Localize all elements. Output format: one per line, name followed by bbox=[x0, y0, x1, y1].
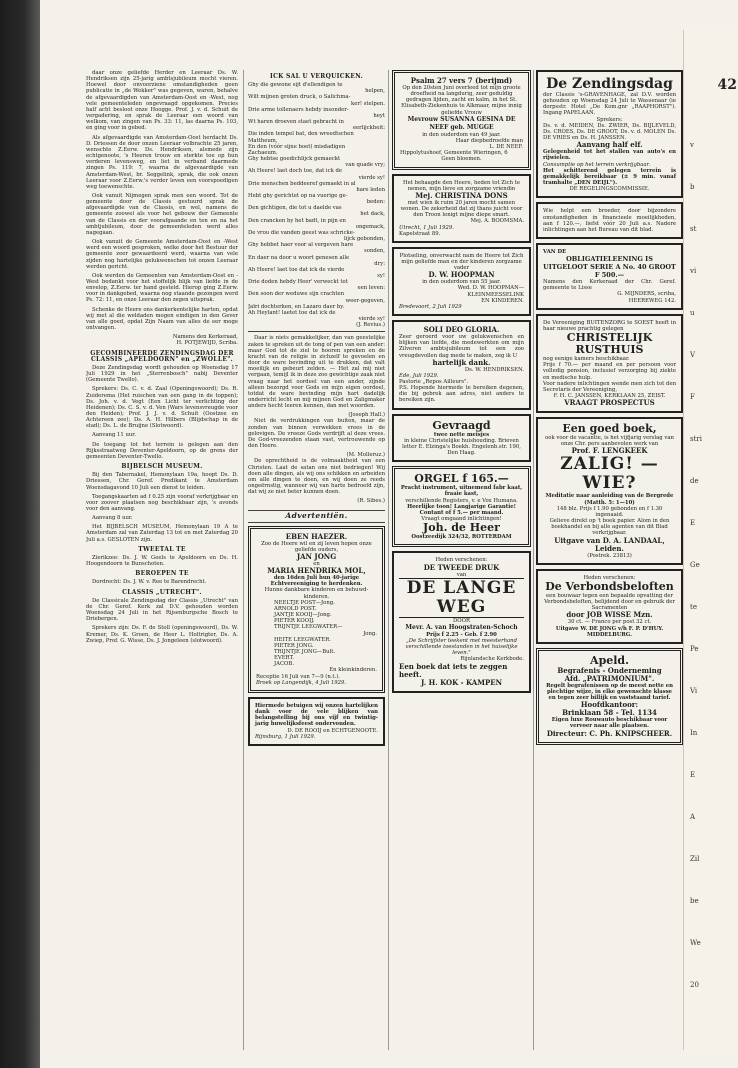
column-4 bbox=[536, 70, 683, 1055]
ad-text: Regelt begrafenissen op de meest nette en plechtige wijze, in elke gewenschte klasse en tegen zeer billijk en vaststaand tarief. bbox=[546, 682, 673, 702]
ad-text: En kleinkinderen. bbox=[329, 667, 377, 674]
ad-text: den 16den Juli hun 40-jarige Echtvereeniging te herdenken. bbox=[270, 575, 363, 588]
poem-line: helpen, bbox=[365, 88, 385, 95]
article-text: daar onze geliefde Herder en Leeraar Ds. W. Hendriksen zijn 25-jarig ambtsjubileum mocht vieren. Hoewel door onvoorziene omstandigheden geen publicatie in „de Wekker" was gegeven, waren, behalve de afgevaardigden van Amsterdam-Oost en -West, nog vele gemeenteleden ongevraagd opgekomen. Precies half acht besloot onze Hoogge. Prof. J. v. d. Schuit de vergadering, en sprak de Leeraar een woord van welkom, van zingen van Ps. 33: 11, las daarna Ps. 103, en ging voor in gebed. bbox=[86, 70, 238, 132]
ad-text: Rijnsburg, 1 Juli 1929. bbox=[255, 733, 316, 740]
adjacent-text-fragment: b bbox=[690, 183, 695, 191]
ad-text: Prijs f 2.25 - Geb. f 2.90 bbox=[426, 631, 497, 638]
poem-line: Die inden tempel bat, den wreedtschen bbox=[248, 131, 354, 138]
book-ad-verbond bbox=[536, 569, 683, 644]
article-text: Aanvang 11 uur. bbox=[92, 432, 136, 439]
ad-text: Ede, Juli 1929. bbox=[399, 372, 439, 379]
ad-text: Pastorie „Repos Ailleurs". bbox=[399, 379, 469, 385]
ad-text: Meditatie naar aanleiding van de Bergrede (Matth. 5: 1—10) bbox=[545, 493, 674, 506]
family-name: TRIJNTJE LEEGWATER— bbox=[274, 624, 343, 631]
obituary-ad-1 bbox=[392, 70, 531, 170]
article-text: Sprekers: Ds. C. v. d. Zaal (Openingswoord); Ds. R. Zuiderema (Het ruischen van een gang in de toppen); Ds. Joh. v. d. Vegt (Een Licht ter verlichting der Heidenen); Ds. C. S. v. d. Ven (Wars levensvreugde voor den Heiden); Prof. J. J. v. d. Schuit (Oostzee en Achtereen zee); Ds. A. H. Hilbers (Blijdschap in de stad); Ds. L. de Bruijne (Slotwoord). bbox=[86, 386, 238, 430]
ad-text: Consumptie op het terrein verkrijgbaar. bbox=[543, 161, 651, 168]
ad-signature: KLEINMEESSELINK bbox=[467, 291, 524, 298]
poem-line: (J. Revius.) bbox=[356, 322, 385, 329]
signature-line: Namens den Kerkeraad, bbox=[172, 334, 238, 341]
poem-line: ongemack, bbox=[355, 223, 385, 230]
ad-text: Het behaagde den Heere, heden tot Zich te nemen, mijn lieve en zorgzame vriendin bbox=[403, 179, 520, 192]
ad-text: DOOR bbox=[453, 617, 470, 624]
ad-heading: Gevraagd bbox=[432, 418, 491, 432]
poem-line: Wt haren droeven staet gebracht in bbox=[248, 119, 344, 126]
adjacent-text-fragment: V bbox=[690, 351, 696, 359]
ad-text: Hiermede betuigen wij onzen hartelijken dank voor de vele blijken van belangstelling bij ons vijf en twintig-jarig huwelijksfeest ondervonden. bbox=[255, 702, 378, 728]
ad-heading: Begrafenis - Onderneming bbox=[557, 665, 662, 675]
ad-text: Gelieve direkt op 't boek papier. Alom in den boekhandel en bij alle agenten van dit Blad verkrijgbaar. bbox=[549, 518, 670, 537]
ad-heading: hartelijk dank. bbox=[432, 357, 491, 367]
poem-line: van quade vry; bbox=[345, 162, 385, 169]
family-name: JACOB. bbox=[274, 661, 294, 668]
poem-line: Zachaeum. bbox=[248, 149, 278, 156]
adjacent-text-fragment: st bbox=[690, 225, 697, 233]
article-text: De Classicale Zendingsdag der Classis „Utrecht" van de Chr. Geref. Kerk zal D.V. gehouden worden Woensdag 24 Juli in het Rijsenburgsche Bosch te Driebergen. bbox=[86, 597, 238, 623]
binding-shadow bbox=[0, 0, 40, 1068]
column-3 bbox=[392, 70, 531, 1055]
adjacent-text-fragment: 20 bbox=[690, 981, 699, 989]
ad-text: Kapelstraat 89. bbox=[399, 230, 441, 237]
ad-heading: CHRISTELIJK RUSTHUIS bbox=[566, 331, 653, 357]
poem-line: Drie menschen beddeeref gemaekt in al bbox=[248, 180, 356, 187]
obituary-ad-3 bbox=[392, 247, 531, 316]
divider bbox=[248, 331, 385, 332]
column-rule bbox=[388, 70, 389, 1050]
thanks-ad-hendriksen bbox=[392, 320, 531, 410]
ad-text: Heden verschenen: bbox=[583, 574, 636, 581]
column-rule bbox=[243, 70, 244, 1050]
ad-text: „De Schrijfster teekent met meesterhand verschillende toestanden in het huiselijke leven." bbox=[405, 637, 518, 657]
adjacent-text-fragment: be bbox=[690, 897, 699, 905]
ad-signature: L. DE NEEF. bbox=[489, 144, 523, 151]
poem-line: het dack, bbox=[360, 211, 385, 218]
column-1 bbox=[86, 70, 238, 1055]
section-heading: GECOMBINEERDE ZENDINGSDAG DER CLASSIS „APELDOORN" en „ZWOLLE". bbox=[90, 349, 234, 363]
section-heading: BIJBELSCH MUSEUM. bbox=[121, 463, 203, 471]
poem-line: ker! stelpen. bbox=[351, 100, 385, 107]
adjacent-text-fragment: stri bbox=[690, 435, 702, 443]
section-heading: BEROEPEN TE bbox=[135, 570, 189, 578]
article-text: Dordrecht: Ds. J. W. v. Ree te Barendrecht. bbox=[92, 579, 207, 586]
anniversary-ad bbox=[248, 526, 385, 693]
ad-signature: HEEREWEG 142. bbox=[628, 297, 676, 304]
quote-source: (R. Sibes.) bbox=[357, 498, 385, 505]
family-name: EVERT. bbox=[274, 655, 294, 662]
poem-line: Den crancken by het badt, in pijn en bbox=[248, 217, 346, 224]
family-name: PIETER JONG. bbox=[274, 642, 314, 649]
ad-text: Hippolytushoef, Gemeente Wieringen, 6 bbox=[400, 150, 508, 157]
ad-text: Namens den Kerkeraad der Chr. Geref. gemeente te Lisse bbox=[543, 279, 676, 292]
book-title: DE LANGE WEG bbox=[399, 578, 524, 618]
article-text: Niet de verdrukkingen van buiten, maar de zonden van binnen verwekken vrees in de gelovigen. De vreeze Gods verdrijft al deze vrees. De God-vreezenden staan vast, vertrouwende op den Heere. bbox=[248, 418, 385, 450]
organ-ad bbox=[392, 466, 531, 547]
ad-heading: Hoofdkantoor: bbox=[580, 700, 639, 710]
poem-line: De vrou die vanden geest was schricke- bbox=[248, 229, 355, 236]
poem-line: sonden, bbox=[364, 248, 385, 255]
ad-text: nog eenige kamers beschikbaar. bbox=[543, 356, 630, 363]
ad-signature: DE REGELINGSCOMMISSIE. bbox=[569, 186, 650, 193]
poem-line: vierde sy! bbox=[358, 316, 385, 323]
ad-text: twee nette meisjes bbox=[433, 431, 490, 438]
poem bbox=[248, 82, 385, 328]
ad-text: verschillende Registers, v. e Vox Humana. bbox=[405, 497, 518, 504]
zendingsdag-ad bbox=[536, 70, 683, 198]
ad-text: F. H. C. JANSSEN, KERKLAAN 25, ZEIST. bbox=[553, 393, 666, 399]
adjacent-text-fragment: vi bbox=[690, 267, 697, 275]
article-text: Het BIJBELSCH MUSEUM, Hemonylaan 19 A te Amsterdam zal van Zaterdag 13 tot en met Zaterdag 20 Juli a.s. GESLOTEN zijn. bbox=[86, 524, 238, 543]
article-text: Ook vanuit Nijmegen sprak men een woord. Tot de gemeente door de Classis gestuurd sprak de afgevaardigde van de Classis, en wel, namens de gemeente zoowel als voor het gebouw der Gemeente van de Classis en der voorafgaande en ten en na het ambtjubileum, door de gemeenteleden werd alles nagegaan. bbox=[86, 192, 238, 236]
article-text: Als afgevaardigde van Amsterdam-Oost herdacht Ds. D. Driessen de door onzen Leeraar volbrachte 25 jaren, wenschte Z.Eerw. Ds. Hendriksen, alsmede zijn echtgenoote, 's Heeren trouw en sterkte toe op hun verderen levensweg, en liet in verband daarmede zingen Ps. 119: 7, waarna de afgevaardigde van Amsterdam-West, br. Seggelink, sprak, die ook onzen Leeraar voor Z.Eerw.'s verder leven een voorspoedigen weg toewenschte. bbox=[86, 134, 238, 190]
poem-line: lijck gebonden, bbox=[343, 236, 385, 243]
article-text: Deze Zendingsdag wordt gehouden op Woensdag 17 Juli 1929 in het „Sterrenbosch" nabij Deventer (Gemeente Twello). bbox=[86, 364, 238, 384]
author-name: door JOB WISSE Mzn. bbox=[566, 610, 653, 620]
book-ad-zalig bbox=[536, 417, 683, 565]
poem-line: een leven: bbox=[357, 285, 385, 292]
book-title: ZALIG! — WIE? bbox=[560, 454, 659, 494]
poem-line: heyt bbox=[373, 112, 385, 119]
ad-text: Ds. v. d. MEIDEN, Ds. ZWIER, Ds. BIJLEVELD, Ds. CROES, Ds. DE GROOT, Ds. v. d. MOLEN Ds. DE VRIES en Ds. H. JANSSEN. bbox=[543, 122, 676, 142]
ad-name: D. W. HOOPMAN bbox=[428, 270, 495, 280]
ad-heading: Een goed boek, bbox=[562, 422, 657, 436]
signature-name: H. POTJEWIJD, Scriba. bbox=[176, 340, 238, 347]
ad-heading: OBLIGATIELEENING IS UITGELOOT SERIE A No. 40 GROOT F 500.— bbox=[543, 255, 676, 280]
adjacent-text-fragment: Vi bbox=[690, 687, 698, 695]
ad-text: Vraagt omgaand inlichtingen! bbox=[421, 516, 502, 523]
ad-signature: Mej. A. BOOMSMA. bbox=[470, 218, 524, 225]
article-text: Schenke de Heere ons dankerkentelijke harten, opdat wij met al die weldaden mogen eindigen in den Gever van alle goed, opdat Zijn Naam van alles de eer moge ontvangen. bbox=[86, 306, 238, 332]
ad-text: P.S. Hopende hiermede te bereiken degenen, die bij gebrek aan adres, niet anders te bereiken zijn. bbox=[399, 385, 524, 404]
ad-text: Bredevoort, 2 Juli 1929 bbox=[399, 303, 462, 310]
poem-line: eerlijckheit: bbox=[352, 125, 385, 132]
poem-line: En daer na door u woort genesen alle bbox=[248, 254, 350, 261]
advertisements-heading: Advertentiën. bbox=[248, 510, 385, 522]
ad-heading: De Zendingsdag bbox=[546, 76, 673, 92]
family-name: ARNOLD POST. bbox=[274, 605, 317, 612]
ad-heading: ORGEL f 165.— bbox=[414, 472, 509, 486]
adjacent-text-fragment: F bbox=[690, 393, 695, 401]
ad-text: met wien ik ruim 20 jaren mocht samen wonen. De zekerheid dat zij thans juicht voor den Troon lenigt mijne diepe smart. bbox=[400, 199, 523, 219]
ad-text: Heden verschenen: bbox=[435, 557, 488, 564]
ad-heading: Psalm 27 vers 7 (berijmd) bbox=[410, 76, 513, 85]
poem-line: beden: bbox=[366, 199, 385, 206]
ad-signature: Haar diepbedroefde man bbox=[455, 137, 523, 144]
poem-line: dry: bbox=[374, 260, 385, 267]
ad-name: Mej. CHRISTINA DONS bbox=[415, 190, 508, 200]
family-name: Jong. bbox=[363, 630, 377, 637]
family-name: HEITE LEEGWATER. bbox=[274, 636, 331, 643]
ad-text: Sprekers: bbox=[596, 116, 623, 123]
article-text: Bij den Tabernakel, Hemonylaan 19a, hoopt Ds. D. Driessen, Chr. Geref. Predikant te Amsterdam Woensdagavond 10 Juli een dienst te leiden. bbox=[86, 472, 238, 491]
ad-text: 30 ct. — Franco per post 32 ct. bbox=[567, 619, 652, 626]
publisher: Uitgave van D. A. LANDAAL, Leiden. bbox=[554, 535, 665, 553]
ad-text: in den ouderdom van 55 jaar. bbox=[422, 279, 501, 286]
ad-text: 148 blz. Prijs f 1.90 gebonden en f 1.30 ingenaaid. bbox=[556, 505, 663, 518]
poem-line: Ghy die gewone sijt d'ellendigen te bbox=[248, 82, 343, 89]
adjacent-text-fragment: E bbox=[690, 519, 696, 527]
ad-signature: D. DE ROOIJ en ECHTGENOOTE. bbox=[287, 727, 378, 734]
ad-text: een bouwaar tegen een bepaalde opvatting der Verbondsbeloften, belijdend door en gebruik der Sacramenten bbox=[544, 592, 675, 612]
poem-line: Ah Heere! laet toe dat ick de vierde bbox=[248, 266, 345, 273]
ad-text: van bbox=[456, 571, 467, 578]
author-name: Prof. F. LENGKEEK bbox=[571, 446, 648, 456]
adjacent-text-fragment: We bbox=[690, 939, 701, 947]
publisher: J. H. KOK - KAMPEN bbox=[421, 677, 502, 687]
ad-text: Utrecht, 1 Juli 1929. bbox=[399, 224, 454, 231]
ad-text: der Classis 's-GRAVENHAGE, zal D.V. worden gehouden op Woensdag 24 Juli te Wassenaar (ie dorpsstr. Hotel „De Kom.gnr „RAAPHORST"). Ingang PAPELAAN. bbox=[543, 92, 676, 117]
poem-line: Ghy hebbet haer voor al vergeven hare bbox=[248, 242, 354, 249]
article-text: Ook vanuit de Gemeente Amsterdam-Oost en -West werd een woord gesproken, welke door het Bestuur der gemeente zeer gewaardeerd werd, waarna van vele zijden nog hartelijke gelukwenschen tot onzen Leeraar werden gericht. bbox=[86, 239, 238, 270]
adjacent-page bbox=[683, 30, 738, 1050]
adjacent-text-fragment: In bbox=[690, 729, 698, 737]
adjacent-text-fragment: A bbox=[690, 813, 696, 821]
quote-source: (M. Molleruz.) bbox=[346, 452, 385, 459]
ad-text: De Vereeniging BUITENZORG te SOEST heeft in haar nieuwe prachtig gelegen bbox=[543, 319, 676, 332]
ad-text: Op den 20sten Juni overleed tot mijn groote droefheid na langdurig, zeer geduldig gedragen lijden, zacht en kalm, in het St. Elisabeth-Ziekenhuis te Alkmaar, mijne innig geliefde Vrouw bbox=[401, 85, 522, 116]
section-heading: TWEETAL TE bbox=[138, 545, 186, 553]
family-names bbox=[256, 600, 377, 668]
ad-text: en bbox=[313, 560, 320, 567]
ad-text: Plotseling, onverwacht nam de Heere tot Zich mijn geliefde man en der kinderen zorgzame vader bbox=[399, 252, 524, 272]
obituary-ad-2 bbox=[392, 174, 531, 243]
poem-line: Den gichtigen, die tot u daelde vas bbox=[248, 205, 342, 212]
help-ad bbox=[536, 202, 683, 239]
ad-signature: Wed. D. W. HOOPMAN— bbox=[457, 285, 524, 292]
ad-text: Wie helpt een broeder, door bijzondere omstandigheden in financieele moeilijkheden, aan f 120.—, liefst vóór 20 Juli a.s. Nadere inlichtingen aan het Bureau van dit blad. bbox=[543, 208, 676, 233]
ad-text: Contant of f 5.— per maand. bbox=[419, 509, 504, 516]
column-2 bbox=[248, 70, 385, 1055]
poem-line: vierde sy! bbox=[358, 174, 385, 181]
obligatie-ad bbox=[536, 243, 683, 310]
article-text: Toegangskaarten ad f 0.25 zijn vooraf verkrijgbaar en voor zoover plaatsen nog beschikbaar zijn, 's avonds voor den aanvang. bbox=[86, 493, 238, 512]
ad-text: in den ouderdom van 49 jaar. bbox=[422, 131, 501, 138]
ad-text: Hunne dankbare kinderen en behuwd-kinderen. bbox=[264, 587, 369, 600]
firm-name: Joh. de Heer bbox=[423, 521, 500, 535]
family-name: NEELTJE POST—Jong. bbox=[274, 599, 335, 606]
article-text: De toegang tot het terrein is gelegen aan den Rijksstraatweg Deventer-Apeldoorn, op de grens der gemeenten Deventer-Twello. bbox=[86, 441, 238, 460]
ad-heading: EBEN HAEZER. bbox=[285, 531, 348, 541]
quote-source: (Joseph Hall.) bbox=[348, 412, 385, 419]
ad-text: in kleine Christelijke huishouding. Brieven letter E. Elzinga's Boekh. Engelenb.str. 190, Den Haag. bbox=[402, 437, 521, 457]
book-title: De Verbondsbeloften bbox=[545, 579, 674, 593]
ad-text: VAN DE bbox=[543, 248, 567, 255]
ad-text: Receptie 16 Juli van 7—9 (n.t.). bbox=[256, 673, 340, 680]
poem-line: Hebt ghy gerichtet op na vuerige ge- bbox=[248, 192, 348, 199]
adjacent-text-fragment: Pe bbox=[690, 645, 699, 653]
ad-name: Mevrouw SUSANNA GESINA DE NEEF geb. MUGGE bbox=[407, 115, 516, 131]
poem-line: Drie doden hebdy Heer' verweckt tot bbox=[248, 279, 348, 286]
column-rule bbox=[533, 70, 534, 1050]
ad-signature: Directeur: C. Ph. KNIPSCHEER. bbox=[546, 728, 673, 738]
poem-line: Ghy hebtse goedichlijck gemaeckt bbox=[248, 156, 341, 163]
ad-text: Broek op Langendijk, 4 Juli 1929. bbox=[256, 679, 347, 686]
ad-signature: Ds. W. HENDRIKSEN. bbox=[464, 366, 524, 373]
article-text: Aanvang 8 uur. bbox=[92, 515, 133, 522]
page-number: 42 bbox=[717, 77, 737, 93]
ad-text: Heerlijke toon! Langjarige Garantie! bbox=[407, 503, 516, 510]
ad-name: MARIA HENDRIKA MOL, bbox=[267, 566, 366, 576]
wanted-ad bbox=[392, 414, 531, 463]
ad-text: Zeer geroerd voor uw gelukwenschen en blijken van liefde, die medewerkten om mijn Zilveren ambtsjubileum tot een zoo vreugdevollen dag mede te maken, zeg ik U bbox=[399, 334, 524, 359]
poem-line: sy! bbox=[377, 273, 385, 279]
adjacent-text-fragment: E bbox=[690, 771, 696, 779]
ad-signature: G. MIJNDERS, scriba, bbox=[617, 291, 676, 298]
poem-line: weer-gegeven, bbox=[345, 297, 385, 304]
adjacent-text-fragment: Ge bbox=[690, 561, 700, 569]
poem-line: Drie arme tollenaers hebdy insonder- bbox=[248, 106, 349, 113]
poem-line: Den soon der weduwe sijn crachten bbox=[248, 291, 345, 298]
poem-line: Wilt mijnen groten druck, o Salichma- bbox=[248, 94, 351, 101]
adjacent-text-fragment: u bbox=[690, 309, 695, 317]
ad-heading: Apeld. bbox=[590, 653, 629, 667]
poem-line: Jaïri dochterken, en Lazaro daer by. bbox=[248, 303, 345, 310]
poem-line: hare leden bbox=[356, 186, 385, 193]
thanks-ad bbox=[248, 697, 385, 746]
poem-line: Ah Heylant! laetet toe dat ick de bbox=[248, 309, 336, 316]
poem-title: ICK SAL U VERQUICKEN. bbox=[269, 73, 364, 80]
ad-text: Gelegenheid tot het stallen van auto's en rijwielen. bbox=[543, 149, 676, 162]
ad-heading: DE TWEEDE DRUK bbox=[423, 562, 500, 572]
ad-heading: Afd. „PATRIMONIUM". bbox=[564, 673, 655, 683]
author-name: Mevr. A. van Hoogstraten-Schoch bbox=[405, 623, 518, 631]
poem-line: En den (vóór sijne boet) misdadigen bbox=[248, 143, 346, 150]
ad-signature: EN KINDEREN. bbox=[481, 297, 524, 304]
poem-line: Mattheum, bbox=[248, 137, 278, 144]
poem-line: Ah Heere! laet doch toe, dat ick de bbox=[248, 168, 342, 175]
article-text: Ook werden de Gemeenten van Amsterdam-Oost en -West bedankt voor het stoffelijk blijk van liefde in de envelop, Z.Eerw. ter hand gesteld. Hierop ging Z.Eerw. voor in dankgebed, waarna nog staande gezongen werd Ps. 72: 11, en onze Leeraar den zegen uitsprak. bbox=[86, 272, 238, 304]
adjacent-text-fragment: te bbox=[690, 603, 697, 611]
ad-heading: Aanvang half elf. bbox=[576, 140, 643, 150]
publisher: Uitgave W. DE JONG v/h F. P. D'HUY. MIDDELBURG. bbox=[555, 625, 664, 638]
ad-text: Brinklaan 58 - Tel. 1134 bbox=[562, 708, 657, 718]
book-ad-lange-weg bbox=[392, 551, 531, 692]
rusthuis-ad bbox=[536, 314, 683, 413]
article-text: Zierikzee: Ds. J. W. Geels te Apeldoorn en Ds. H. Hoogendoorn te Bunschoten. bbox=[86, 554, 238, 568]
family-name: JANTJE KOOIJ—Jong. bbox=[274, 612, 332, 619]
section-heading: CLASSIS „UTRECHT". bbox=[122, 588, 202, 596]
funeral-ad bbox=[536, 648, 683, 745]
ad-text: Voor nadere inlichtingen wende men zich tot den Secretaris der Vereeniging, bbox=[543, 380, 676, 393]
article-text: Daar is niets gemakkelijker, dan van geestelijke zaken te spreken uit de tong of pen van een ander: maar God tot de ziel te hooren spreken en de kracht van de religie in zichzelf te gevoelen en door de ware bevinding uit te drukken, dat valt moeilijk en gebeurt zelden. — Het zal mij niet vergaan, temijl ik in deze zoo gewichtige zaak niet vraag naar het oordeel van een ander, zijnde alleen bezorgd voor Gods en mijn eigen oordeel, totdat de ware bevinding mijn hart dadelijk onderricht lecht en mij mijnen God en Zaligmaker anders hecht leeren kennen, dan met woorden. bbox=[248, 335, 385, 410]
ad-text: Een boek dat iets te zeggen heeft. bbox=[399, 661, 508, 679]
family-name: TRIJNTJE JONG—Bult. bbox=[274, 648, 336, 655]
ad-text: Oostzeedijk 324/32, ROTTERDAM bbox=[411, 534, 512, 541]
family-name: PIETER KOOIJ. bbox=[274, 618, 315, 625]
ad-name: JAN JONG bbox=[296, 551, 337, 561]
ad-text: ook voor de vacantie, is het vijfjarig verslag van onze Chr. pers aanbevolen werk van bbox=[545, 435, 674, 448]
ad-text: Het schitterend gelegen terrein is gemakkelijk bereikbaar (± 9 min. vanaf tramhalte „DEN DEIJL"). bbox=[543, 167, 676, 187]
article-text: De oprechtheid is de volmaaktheid van een Christen. Laat de satan ons niet bedriegen! Wij doen alle dingen, als wij ons schikken en arbeiden om alle dingen te doen, en wij doen ze reeds ongeërnstig, wanneer wij van harte bedroefd zijn, dat wij ze niet beter kunnen doen. bbox=[248, 458, 385, 496]
ad-text: Pracht instrument, uitnemend fabr kaat, fraaie kast, bbox=[400, 485, 523, 498]
adjacent-text-fragment: v bbox=[690, 141, 694, 149]
article-text: Sprekers zijn: Ds. F. de Stoll (openingswoord), Ds. W. Kremer, Ds. K. Groen, de Heer L. Holtrigter, Ds. A. Zwiep, Prof. G. Wisse, Ds. J. Jongeleen (slotwoord). bbox=[86, 625, 238, 644]
ad-text: Prijs f 70.— per maand en per persoon voor volledig pension, inclusief verzorging bij ziekte en medische hulp. bbox=[543, 362, 676, 381]
ad-text: (Postrek. 23813) bbox=[587, 552, 632, 559]
ad-text: Eigen luxe Rouwauto beschikbaar voor vervoer naar alle plaatsen. bbox=[551, 717, 668, 730]
ad-heading: VRAAGT PROSPECTUS bbox=[564, 398, 655, 408]
ad-heading: SOLI DEO GLORIA. bbox=[423, 325, 500, 335]
adjacent-text-fragment: Zil bbox=[690, 855, 700, 863]
adjacent-text-fragment: de bbox=[690, 477, 699, 485]
ad-text: Zoo de Heere wil en zij leven hopen onze geliefde ouders, bbox=[261, 540, 372, 553]
ad-text: Rijnlandsche Kerkbode. bbox=[460, 656, 524, 663]
ad-text: Geen bloemen. bbox=[441, 156, 482, 163]
